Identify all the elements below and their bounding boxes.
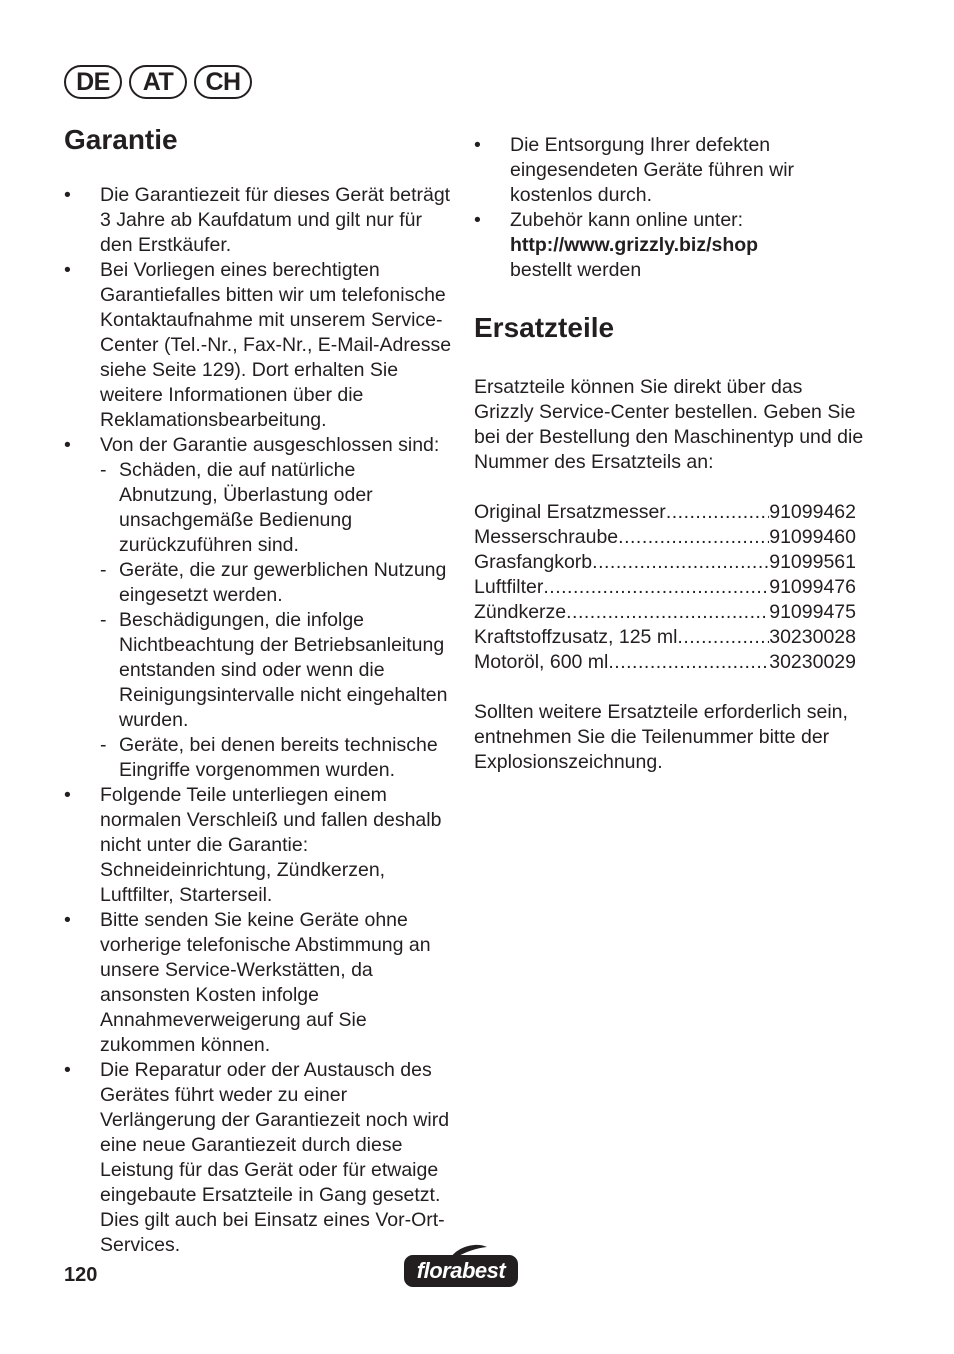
part-name: Motoröl, 600 ml bbox=[474, 651, 609, 673]
exclusion-item: - Beschädigungen, die infolge Nichtbeachtung der Betriebsanleitung entstanden sind oder wenn die Reinigungsintervalle nicht eingehalten wurden. bbox=[64, 608, 454, 733]
country-badge-at: AT bbox=[129, 65, 187, 99]
part-number: 91099460 bbox=[769, 526, 856, 548]
part-name: Grasfangkorb bbox=[474, 551, 593, 573]
shop-suffix: bestellt werden bbox=[510, 259, 642, 281]
garantie-item: • Folgende Teile unterliegen einem normalen Verschleiß und fallen deshalb nicht unter die Garantie: Schneideinrichtung, Zündkerzen, Luftfilter, Starterseil. bbox=[64, 783, 454, 908]
exclusions-label: Von der Garantie ausgeschlossen sind: bbox=[100, 434, 440, 456]
part-number: 91099561 bbox=[769, 551, 856, 573]
logo-wordmark: florabest bbox=[404, 1255, 518, 1287]
part-number: 91099476 bbox=[769, 576, 856, 598]
garantie-item: • Bei Vorliegen eines berechtigten Garantiefalles bitten wir um telefonische Kontaktaufnahme mit unserem Service-Center (Tel.-Nr., Fax-Nr., E-Mail-Adresse siehe Seite 129). Dort erhalten Sie weitere Informationen über die Reklamationsbearbeitung. bbox=[64, 258, 454, 433]
garantie-item-exclusions bbox=[64, 433, 454, 783]
part-number: 91099475 bbox=[769, 601, 856, 623]
exclusion-item: - Geräte, die zur gewerblichen Nutzung eingesetzt werden. bbox=[64, 558, 454, 608]
part-name: Luftfilter bbox=[474, 576, 544, 598]
part-row bbox=[474, 575, 856, 600]
country-badge-ch: CH bbox=[194, 65, 252, 99]
part-name: Original Ersatzmesser bbox=[474, 501, 666, 523]
left-column bbox=[64, 120, 454, 1258]
part-number: 30230028 bbox=[769, 626, 856, 648]
garantie-item: • Bitte senden Sie keine Geräte ohne vorherige telefonische Abstimmung an unsere Service-Werkstätten, da ansonsten Kosten infolge Annahmeverweigerung auf Sie zukommen können. bbox=[64, 908, 454, 1058]
garantie-list-continued bbox=[474, 133, 864, 283]
part-name: Messerschraube bbox=[474, 526, 619, 548]
page-number: 120 bbox=[64, 1264, 98, 1286]
part-row bbox=[474, 525, 856, 550]
garantie-item: • Die Garantiezeit für dieses Gerät beträgt 3 Jahre ab Kaufdatum und gilt nur für den Erstkäufer. bbox=[64, 183, 454, 258]
shop-label: Zubehör kann online unter: bbox=[510, 209, 744, 231]
part-name: Kraftstoffzusatz, 125 ml bbox=[474, 626, 678, 648]
garantie-item: • Die Entsorgung Ihrer defekten eingesendeten Geräte führen wir kostenlos durch. bbox=[474, 133, 864, 208]
garantie-item: • Die Reparatur oder der Austausch des Gerätes führt weder zu einer Verlängerung der Garantiezeit noch wird eine neue Garantiezeit durch diese Leistung für das Gerät oder für etwaige eingebaute Ersatzteile in Gang gesetzt. Dies gilt auch bei Einsatz eines Vor-Ort-Services. bbox=[64, 1058, 454, 1258]
part-number: 91099462 bbox=[769, 501, 856, 523]
ersatzteile-outro: Sollten weitere Ersatzteile erforderlich sein, entnehmen Sie die Teilenummer bitte der Explosionszeichnung. bbox=[474, 701, 848, 773]
parts-list bbox=[474, 500, 864, 675]
part-name: Zündkerze bbox=[474, 601, 567, 623]
exclusion-item: - Geräte, bei denen bereits technische Eingriffe vorgenommen wurden. bbox=[64, 733, 454, 783]
part-row bbox=[474, 650, 856, 675]
part-number: 30230029 bbox=[769, 651, 856, 673]
garantie-heading: Garantie bbox=[64, 124, 178, 155]
garantie-item-shop bbox=[474, 208, 864, 283]
ersatzteile-heading: Ersatzteile bbox=[474, 312, 615, 343]
exclusions-list bbox=[100, 458, 454, 783]
right-column bbox=[474, 133, 864, 775]
part-row bbox=[474, 625, 856, 650]
part-row bbox=[474, 600, 856, 625]
part-row bbox=[474, 550, 856, 575]
exclusion-item: - Schäden, die auf natürliche Abnutzung, Überlastung oder unsachgemäße Bedienung zurückzuführen sind. bbox=[64, 458, 454, 558]
country-badge-de: DE bbox=[64, 65, 122, 99]
garantie-list bbox=[64, 183, 454, 1258]
florabest-logo bbox=[404, 1244, 518, 1288]
part-row bbox=[474, 500, 856, 525]
ersatzteile-intro: Ersatzteile können Sie direkt über das Grizzly Service-Center bestellen. Geben Sie bei der Bestellung den Maschinentyp und die Nummer des Ersatzteils an: bbox=[474, 376, 864, 473]
shop-link[interactable]: http://www.grizzly.biz/shop bbox=[510, 234, 759, 256]
